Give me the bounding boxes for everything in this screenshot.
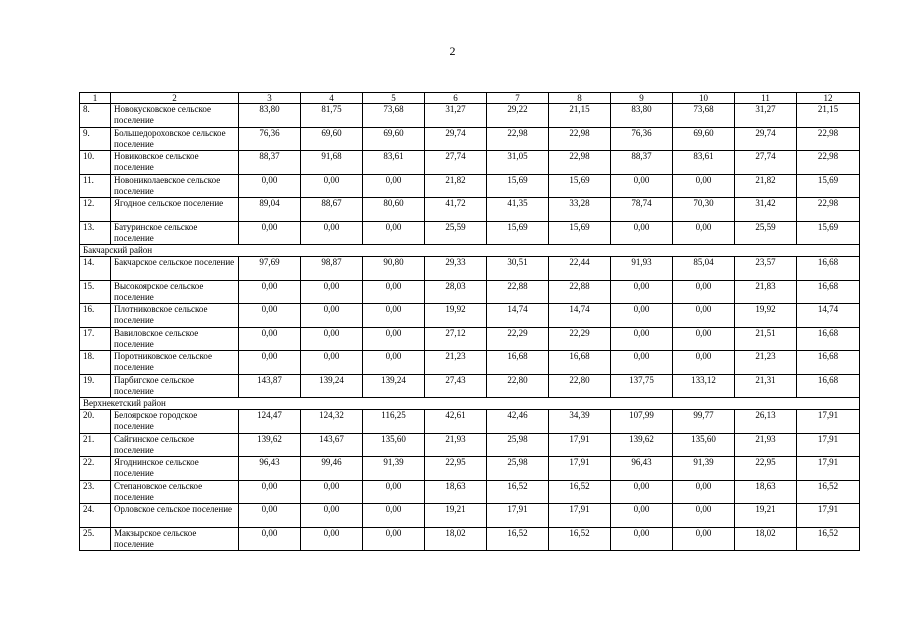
value-cell: 0,00	[239, 504, 301, 528]
value-cell: 27,74	[425, 151, 487, 175]
table-row	[80, 280, 860, 304]
value-cell: 78,74	[611, 198, 673, 222]
value-cell: 17,91	[797, 457, 860, 481]
value-cell: 19,21	[425, 504, 487, 528]
table-row	[80, 151, 860, 175]
value-cell: 29,33	[425, 257, 487, 281]
column-header: 3	[239, 93, 301, 104]
settlement-name: Макзырское сельское поселение	[111, 527, 239, 551]
value-cell: 18,63	[425, 480, 487, 504]
value-cell: 22,98	[797, 151, 860, 175]
value-cell: 76,36	[239, 127, 301, 151]
value-cell: 31,05	[487, 151, 549, 175]
value-cell: 99,77	[673, 410, 735, 434]
value-cell: 76,36	[611, 127, 673, 151]
value-cell: 139,24	[363, 374, 425, 398]
value-cell: 15,69	[549, 221, 611, 245]
value-cell: 22,29	[487, 327, 549, 351]
value-cell: 0,00	[239, 527, 301, 551]
table-row	[80, 257, 860, 281]
value-cell: 22,98	[549, 151, 611, 175]
value-cell: 21,23	[425, 351, 487, 375]
value-cell: 0,00	[301, 221, 363, 245]
value-cell: 41,35	[487, 198, 549, 222]
value-cell: 83,61	[673, 151, 735, 175]
value-cell: 0,00	[611, 480, 673, 504]
value-cell: 0,00	[301, 174, 363, 198]
value-cell: 139,62	[611, 433, 673, 457]
value-cell: 69,60	[673, 127, 735, 151]
column-header: 1	[80, 93, 111, 104]
value-cell: 135,60	[673, 433, 735, 457]
table-body	[80, 93, 860, 551]
column-header: 10	[673, 93, 735, 104]
value-cell: 91,39	[673, 457, 735, 481]
row-number: 16.	[80, 304, 111, 328]
value-cell: 21,82	[735, 174, 797, 198]
settlement-name: Ягодное сельское поселение	[111, 198, 239, 222]
value-cell: 0,00	[673, 221, 735, 245]
value-cell: 27,74	[735, 151, 797, 175]
value-cell: 15,69	[797, 221, 860, 245]
value-cell: 83,80	[611, 104, 673, 128]
value-cell: 0,00	[301, 527, 363, 551]
value-cell: 17,91	[797, 410, 860, 434]
value-cell: 22,98	[797, 127, 860, 151]
value-cell: 31,42	[735, 198, 797, 222]
column-header-row	[80, 93, 860, 104]
value-cell: 22,98	[797, 198, 860, 222]
settlement-name: Ягоднинское сельское поселение	[111, 457, 239, 481]
value-cell: 0,00	[673, 327, 735, 351]
value-cell: 0,00	[611, 280, 673, 304]
value-cell: 16,52	[487, 480, 549, 504]
value-cell: 34,39	[549, 410, 611, 434]
data-table	[79, 92, 860, 551]
settlement-name: Большедороховское сельское поселение	[111, 127, 239, 151]
settlement-name: Плотниковское сельское поселение	[111, 304, 239, 328]
value-cell: 30,51	[487, 257, 549, 281]
region-name: Бакчарский район	[80, 245, 860, 257]
settlement-name: Батуринское сельское поселение	[111, 221, 239, 245]
value-cell: 21,93	[425, 433, 487, 457]
value-cell: 143,87	[239, 374, 301, 398]
value-cell: 143,67	[301, 433, 363, 457]
value-cell: 88,37	[239, 151, 301, 175]
value-cell: 137,75	[611, 374, 673, 398]
value-cell: 25,98	[487, 457, 549, 481]
value-cell: 17,91	[549, 433, 611, 457]
value-cell: 81,75	[301, 104, 363, 128]
value-cell: 19,21	[735, 504, 797, 528]
value-cell: 90,80	[363, 257, 425, 281]
value-cell: 83,80	[239, 104, 301, 128]
value-cell: 16,68	[797, 374, 860, 398]
value-cell: 0,00	[301, 351, 363, 375]
settlement-name: Бакчарское сельское поселение	[111, 257, 239, 281]
value-cell: 42,61	[425, 410, 487, 434]
value-cell: 16,52	[549, 527, 611, 551]
value-cell: 0,00	[239, 480, 301, 504]
table-row	[80, 457, 860, 481]
row-number: 14.	[80, 257, 111, 281]
value-cell: 0,00	[363, 280, 425, 304]
value-cell: 91,93	[611, 257, 673, 281]
value-cell: 139,62	[239, 433, 301, 457]
value-cell: 98,87	[301, 257, 363, 281]
value-cell: 124,32	[301, 410, 363, 434]
value-cell: 28,03	[425, 280, 487, 304]
value-cell: 89,04	[239, 198, 301, 222]
row-number: 25.	[80, 527, 111, 551]
value-cell: 0,00	[363, 480, 425, 504]
value-cell: 0,00	[673, 480, 735, 504]
value-cell: 73,68	[673, 104, 735, 128]
settlement-name: Новиковское сельское поселение	[111, 151, 239, 175]
value-cell: 0,00	[673, 527, 735, 551]
page-number: 2	[449, 44, 456, 58]
value-cell: 99,46	[301, 457, 363, 481]
table-row	[80, 198, 860, 222]
settlement-name: Высокоярское сельское поселение	[111, 280, 239, 304]
value-cell: 14,74	[797, 304, 860, 328]
region-name: Верхнекетский район	[80, 398, 860, 410]
value-cell: 0,00	[363, 221, 425, 245]
value-cell: 27,43	[425, 374, 487, 398]
value-cell: 16,68	[487, 351, 549, 375]
value-cell: 0,00	[239, 304, 301, 328]
column-header: 6	[425, 93, 487, 104]
value-cell: 15,69	[487, 221, 549, 245]
value-cell: 73,68	[363, 104, 425, 128]
table-row	[80, 527, 860, 551]
settlement-name: Белоярское городское поселение	[111, 410, 239, 434]
value-cell: 0,00	[673, 174, 735, 198]
value-cell: 18,02	[735, 527, 797, 551]
value-cell: 14,74	[549, 304, 611, 328]
value-cell: 16,68	[797, 327, 860, 351]
value-cell: 88,67	[301, 198, 363, 222]
row-number: 21.	[80, 433, 111, 457]
value-cell: 0,00	[239, 280, 301, 304]
value-cell: 17,91	[549, 457, 611, 481]
region-row	[80, 245, 860, 257]
table-row	[80, 433, 860, 457]
value-cell: 22,95	[425, 457, 487, 481]
value-cell: 17,91	[487, 504, 549, 528]
value-cell: 21,23	[735, 351, 797, 375]
value-cell: 33,28	[549, 198, 611, 222]
value-cell: 0,00	[301, 480, 363, 504]
value-cell: 31,27	[735, 104, 797, 128]
value-cell: 16,68	[797, 351, 860, 375]
table-row	[80, 374, 860, 398]
table-row	[80, 104, 860, 128]
value-cell: 91,68	[301, 151, 363, 175]
value-cell: 22,95	[735, 457, 797, 481]
row-number: 23.	[80, 480, 111, 504]
value-cell: 0,00	[611, 351, 673, 375]
value-cell: 96,43	[239, 457, 301, 481]
value-cell: 29,74	[735, 127, 797, 151]
value-cell: 0,00	[301, 304, 363, 328]
row-number: 8.	[80, 104, 111, 128]
value-cell: 16,52	[549, 480, 611, 504]
settlement-name: Новокусковское сельское поселение	[111, 104, 239, 128]
column-header: 2	[111, 93, 239, 104]
value-cell: 0,00	[239, 174, 301, 198]
row-number: 20.	[80, 410, 111, 434]
value-cell: 19,92	[425, 304, 487, 328]
value-cell: 19,92	[735, 304, 797, 328]
settlement-name: Поротниковское сельское поселение	[111, 351, 239, 375]
column-header: 12	[797, 93, 860, 104]
value-cell: 0,00	[363, 304, 425, 328]
value-cell: 22,29	[549, 327, 611, 351]
value-cell: 15,69	[487, 174, 549, 198]
column-header: 9	[611, 93, 673, 104]
value-cell: 0,00	[673, 351, 735, 375]
value-cell: 17,91	[797, 433, 860, 457]
column-header: 4	[301, 93, 363, 104]
value-cell: 0,00	[673, 304, 735, 328]
value-cell: 0,00	[611, 504, 673, 528]
column-header: 7	[487, 93, 549, 104]
value-cell: 29,74	[425, 127, 487, 151]
value-cell: 0,00	[363, 527, 425, 551]
row-number: 22.	[80, 457, 111, 481]
value-cell: 22,80	[549, 374, 611, 398]
value-cell: 22,44	[549, 257, 611, 281]
value-cell: 16,52	[487, 527, 549, 551]
value-cell: 16,68	[549, 351, 611, 375]
value-cell: 22,98	[549, 127, 611, 151]
value-cell: 85,04	[673, 257, 735, 281]
value-cell: 21,31	[735, 374, 797, 398]
value-cell: 18,02	[425, 527, 487, 551]
table-row	[80, 127, 860, 151]
value-cell: 0,00	[301, 504, 363, 528]
table-row	[80, 480, 860, 504]
value-cell: 25,98	[487, 433, 549, 457]
value-cell: 22,98	[487, 127, 549, 151]
row-number: 12.	[80, 198, 111, 222]
value-cell: 0,00	[673, 280, 735, 304]
value-cell: 70,30	[673, 198, 735, 222]
column-header: 5	[363, 93, 425, 104]
value-cell: 69,60	[301, 127, 363, 151]
value-cell: 16,68	[797, 257, 860, 281]
value-cell: 0,00	[239, 221, 301, 245]
value-cell: 139,24	[301, 374, 363, 398]
row-number: 11.	[80, 174, 111, 198]
table-row	[80, 174, 860, 198]
value-cell: 0,00	[301, 327, 363, 351]
value-cell: 0,00	[611, 327, 673, 351]
value-cell: 0,00	[673, 504, 735, 528]
value-cell: 0,00	[363, 351, 425, 375]
value-cell: 15,69	[549, 174, 611, 198]
value-cell: 88,37	[611, 151, 673, 175]
value-cell: 133,12	[673, 374, 735, 398]
settlement-name: Сайгинское сельское поселение	[111, 433, 239, 457]
value-cell: 41,72	[425, 198, 487, 222]
row-number: 24.	[80, 504, 111, 528]
value-cell: 21,15	[797, 104, 860, 128]
value-cell: 0,00	[611, 304, 673, 328]
row-number: 15.	[80, 280, 111, 304]
value-cell: 0,00	[239, 351, 301, 375]
value-cell: 17,91	[797, 504, 860, 528]
row-number: 9.	[80, 127, 111, 151]
value-cell: 15,69	[797, 174, 860, 198]
row-number: 10.	[80, 151, 111, 175]
value-cell: 14,74	[487, 304, 549, 328]
value-cell: 17,91	[549, 504, 611, 528]
value-cell: 0,00	[239, 327, 301, 351]
settlement-name: Вавиловское сельское поселение	[111, 327, 239, 351]
value-cell: 0,00	[363, 327, 425, 351]
table-row	[80, 410, 860, 434]
value-cell: 21,15	[549, 104, 611, 128]
value-cell: 18,63	[735, 480, 797, 504]
value-cell: 91,39	[363, 457, 425, 481]
value-cell: 116,25	[363, 410, 425, 434]
value-cell: 0,00	[363, 174, 425, 198]
value-cell: 0,00	[301, 280, 363, 304]
row-number: 13.	[80, 221, 111, 245]
value-cell: 96,43	[611, 457, 673, 481]
settlement-name: Степановское сельское поселение	[111, 480, 239, 504]
value-cell: 25,59	[425, 221, 487, 245]
value-cell: 22,88	[487, 280, 549, 304]
value-cell: 22,88	[549, 280, 611, 304]
value-cell: 69,60	[363, 127, 425, 151]
value-cell: 107,99	[611, 410, 673, 434]
value-cell: 27,12	[425, 327, 487, 351]
value-cell: 21,82	[425, 174, 487, 198]
value-cell: 16,52	[797, 527, 860, 551]
value-cell: 80,60	[363, 198, 425, 222]
table-row	[80, 327, 860, 351]
table-row	[80, 221, 860, 245]
column-header: 8	[549, 93, 611, 104]
table-row	[80, 304, 860, 328]
value-cell: 97,69	[239, 257, 301, 281]
value-cell: 135,60	[363, 433, 425, 457]
table-row	[80, 504, 860, 528]
value-cell: 0,00	[363, 504, 425, 528]
region-row	[80, 398, 860, 410]
value-cell: 124,47	[239, 410, 301, 434]
row-number: 18.	[80, 351, 111, 375]
value-cell: 25,59	[735, 221, 797, 245]
settlement-name: Орловское сельское поселение	[111, 504, 239, 528]
value-cell: 29,22	[487, 104, 549, 128]
column-header: 11	[735, 93, 797, 104]
value-cell: 31,27	[425, 104, 487, 128]
value-cell: 16,68	[797, 280, 860, 304]
row-number: 17.	[80, 327, 111, 351]
value-cell: 0,00	[611, 174, 673, 198]
value-cell: 16,52	[797, 480, 860, 504]
value-cell: 21,51	[735, 327, 797, 351]
value-cell: 22,80	[487, 374, 549, 398]
value-cell: 83,61	[363, 151, 425, 175]
row-number: 19.	[80, 374, 111, 398]
value-cell: 0,00	[611, 527, 673, 551]
value-cell: 21,93	[735, 433, 797, 457]
table-row	[80, 351, 860, 375]
settlement-name: Парбигское сельское поселение	[111, 374, 239, 398]
value-cell: 21,83	[735, 280, 797, 304]
value-cell: 26,13	[735, 410, 797, 434]
settlement-name: Новониколаевское сельское поселение	[111, 174, 239, 198]
value-cell: 0,00	[611, 221, 673, 245]
value-cell: 23,57	[735, 257, 797, 281]
value-cell: 42,46	[487, 410, 549, 434]
